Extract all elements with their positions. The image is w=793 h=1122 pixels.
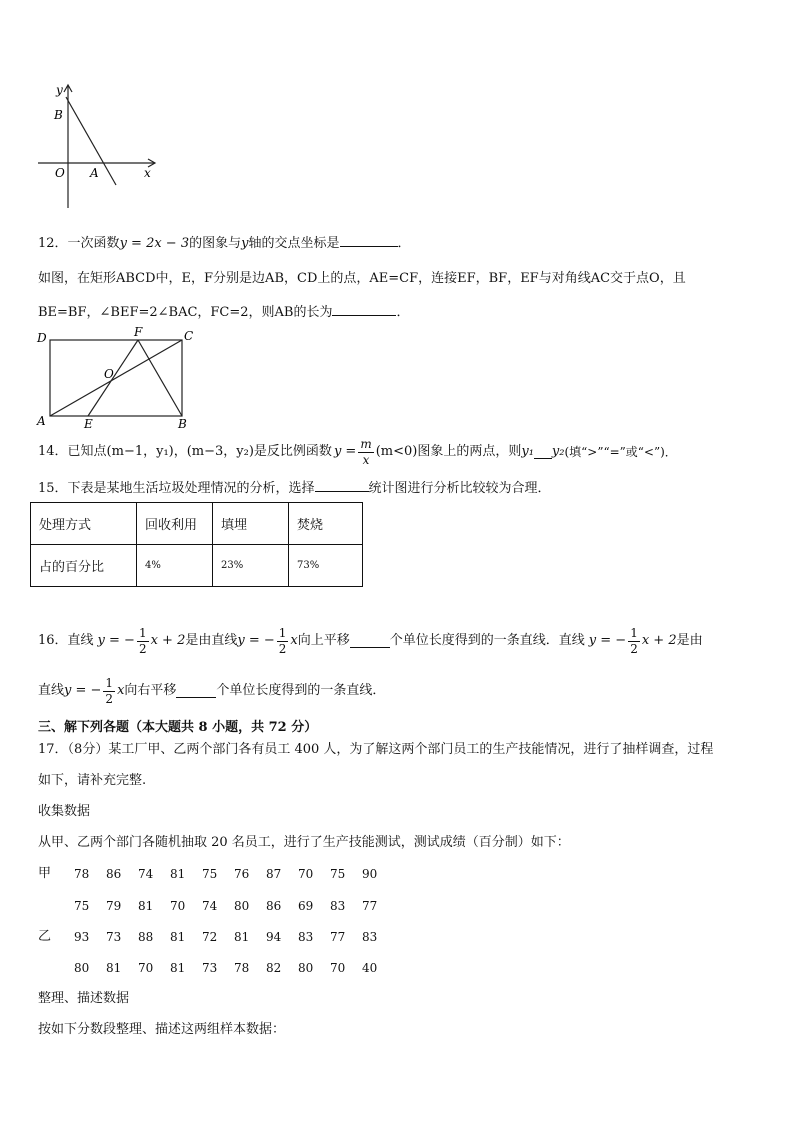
score: 90 (362, 867, 378, 881)
q15-text-pre: 15．下表是某地生活垃圾处理情况的分析，选择 (38, 481, 315, 496)
question-12 (38, 234, 411, 252)
score: 70 (138, 961, 154, 975)
q12-text-post2: 轴的交点坐标是 (248, 236, 340, 251)
label-a: A (90, 166, 99, 180)
score: 73 (106, 930, 122, 944)
question-16-line1 (38, 620, 703, 662)
score: 81 (170, 930, 186, 944)
line-graph-figure (30, 80, 170, 215)
q16-l2-eq-pre: y = − (64, 683, 102, 698)
q17-line2: 如下，请补充完整. (38, 773, 147, 788)
score: 80 (298, 961, 314, 975)
question-13-line1: 如图，在矩形ABCD中，E，F分别是边AB，CD上的点，AE=CF，连接EF，BF，EF与对角线AC交于点O，且 (38, 271, 686, 286)
q13-text2: BE=BF，∠BEF=2∠BAC，FC=2，则AB的长为 (38, 305, 333, 320)
score: 77 (362, 899, 378, 913)
diagonal-ac (50, 340, 182, 416)
score: 81 (138, 899, 154, 913)
jia-scores-row2 (74, 898, 394, 914)
score: 83 (362, 930, 378, 944)
q16-p1: 16．直线 (38, 633, 94, 648)
label-b: B (178, 417, 187, 431)
table-cell: 填埋 (213, 503, 289, 545)
q14-fraction (358, 437, 373, 468)
frac-den: 2 (278, 641, 287, 656)
q16-p2: 是由直线 (185, 633, 238, 648)
q16-frac-4 (103, 676, 115, 707)
score: 75 (330, 867, 346, 881)
q14-text: 14．已知点(m−1，y₁)，(m−3，y₂)是反比例函数 (38, 444, 332, 459)
q12-number: 12． (38, 236, 68, 251)
score: 70 (330, 961, 346, 975)
jia-label: 甲 (38, 866, 52, 881)
score: 88 (138, 930, 154, 944)
q16-l2-p3: 个单位长度得到的一条直线． (216, 683, 386, 698)
label-f: F (134, 325, 143, 339)
score: 86 (266, 899, 282, 913)
question-15 (38, 479, 551, 497)
q16-l2-eq-post: x (117, 683, 125, 698)
q14-cond: (m<0)图象上的两点，则 (375, 444, 522, 459)
score: 73 (202, 961, 218, 975)
frac-num: 1 (630, 625, 638, 640)
score: 81 (234, 930, 250, 944)
yi-scores-row1 (74, 929, 394, 945)
score: 83 (298, 930, 314, 944)
q16-eq2-pre: y = − (237, 633, 275, 648)
score: 78 (234, 961, 250, 975)
score: 74 (138, 867, 154, 881)
rectangle-figure (32, 322, 202, 434)
section-3-heading: 三、解下列各题（本大题共 8 小题，共 72 分） (38, 720, 318, 735)
score: 86 (106, 867, 122, 881)
q14-frac-num: m (360, 436, 372, 451)
frac-den: 2 (138, 641, 147, 656)
score: 70 (298, 867, 314, 881)
table-cell: 处理方式 (31, 503, 137, 545)
label-d: D (37, 331, 47, 345)
table-cell: 回收利用 (137, 503, 213, 545)
q14-eq-y: y = (333, 444, 357, 459)
q16-eq3-post: x + 2 (641, 633, 677, 648)
score: 81 (106, 961, 122, 975)
frac-num: 1 (278, 625, 287, 640)
table-cell: 23% (213, 545, 289, 587)
label-a: A (37, 414, 46, 428)
q14-frac-den: x (362, 452, 370, 467)
q16-frac-1 (137, 626, 149, 657)
label-e: E (84, 417, 93, 431)
table-cell: 占的百分比 (31, 545, 137, 587)
score: 94 (266, 930, 282, 944)
yi-scores-row2 (74, 960, 394, 976)
score: 81 (170, 867, 186, 881)
score: 74 (202, 899, 218, 913)
q16-l2-p2: 向右平移 (124, 683, 177, 698)
q13-end: ． (396, 305, 410, 320)
table-cell: 73% (289, 545, 363, 587)
label-o: O (104, 367, 114, 381)
q17-organize: 整理、描述数据 (38, 991, 130, 1006)
q16-eq1-post: x + 2 (150, 633, 186, 648)
q17-collect: 收集数据 (38, 804, 91, 819)
label-y: y (56, 83, 63, 97)
score: 75 (202, 867, 218, 881)
segment-bf (138, 340, 182, 416)
yi-label: 乙 (38, 929, 52, 944)
table-cell: 焚烧 (289, 503, 363, 545)
question-14 (38, 432, 677, 472)
score: 79 (106, 899, 122, 913)
q16-frac-3 (628, 626, 640, 657)
table-cell: 4% (137, 545, 213, 587)
q17-instruct: 按如下分数段整理、描述这两组样本数据： (38, 1022, 286, 1037)
score: 82 (266, 961, 282, 975)
q16-eq1-pre: y = − (97, 633, 135, 648)
q15-text-post: 统计图进行分析比较较为合理． (368, 481, 551, 496)
score: 87 (266, 867, 282, 881)
score: 80 (234, 899, 250, 913)
question-13-line2 (38, 303, 410, 321)
q12-text-post: 的图象与 (189, 236, 242, 251)
q12-text-pre: 一次函数 (67, 236, 120, 251)
label-x: x (144, 166, 151, 180)
score: 77 (330, 930, 346, 944)
q16-frac-2 (277, 626, 289, 657)
q12-end: ． (397, 236, 411, 251)
q14-y1: y₁ (521, 444, 534, 459)
score: 78 (74, 867, 90, 881)
q13-answer-blank[interactable] (332, 303, 396, 316)
label-b: B (54, 108, 63, 122)
score: 70 (170, 899, 186, 913)
table-row-header (31, 503, 363, 545)
score: 72 (202, 930, 218, 944)
score: 83 (330, 899, 346, 913)
waste-table (30, 502, 363, 587)
q16-eq3-pre: y = − (588, 633, 627, 648)
score: 93 (74, 930, 90, 944)
q17-desc: 从甲、乙两个部门各随机抽取 20 名员工，进行了生产技能测试，测试成绩（百分制）如下： (38, 835, 570, 850)
question-16-line2 (38, 670, 385, 712)
table-row (31, 545, 363, 587)
q12-equation: y = 2x − 3 (119, 236, 190, 251)
frac-den: 2 (630, 641, 638, 656)
q14-answer-blank[interactable] (534, 446, 552, 459)
q15-answer-blank[interactable] (315, 479, 369, 492)
q16-p4: 个单位长度得到的一条直线．直线 (389, 633, 585, 648)
frac-den: 2 (105, 691, 114, 706)
q12-answer-blank[interactable] (340, 234, 398, 247)
score: 69 (298, 899, 314, 913)
score: 40 (362, 961, 378, 975)
q17-line1: 17．（8分）某工厂甲、乙两个部门各有员工 400 人，为了解这两个部门员工的生产技能情况，进行了抽样调查，过程 (38, 742, 714, 757)
score: 75 (74, 899, 90, 913)
frac-num: 1 (105, 675, 114, 690)
q16-blank-2[interactable] (176, 685, 216, 698)
score: 81 (170, 961, 186, 975)
q16-p3: 向上平移 (297, 633, 350, 648)
q16-eq2-post: x (290, 633, 298, 648)
score: 76 (234, 867, 250, 881)
q16-l2-p1: 直线 (38, 683, 65, 698)
label-o: O (55, 166, 65, 180)
q16-p5: 是由 (676, 633, 703, 648)
q14-fill-hint: (填“>”“=”或“<”)． (564, 445, 677, 459)
jia-scores-row1 (74, 866, 394, 882)
q16-blank-1[interactable] (350, 635, 390, 648)
score: 80 (74, 961, 90, 975)
q12-yaxis: y (241, 236, 249, 251)
q14-y2: y₂ (551, 444, 565, 459)
frac-num: 1 (138, 625, 147, 640)
label-c: C (184, 329, 194, 343)
